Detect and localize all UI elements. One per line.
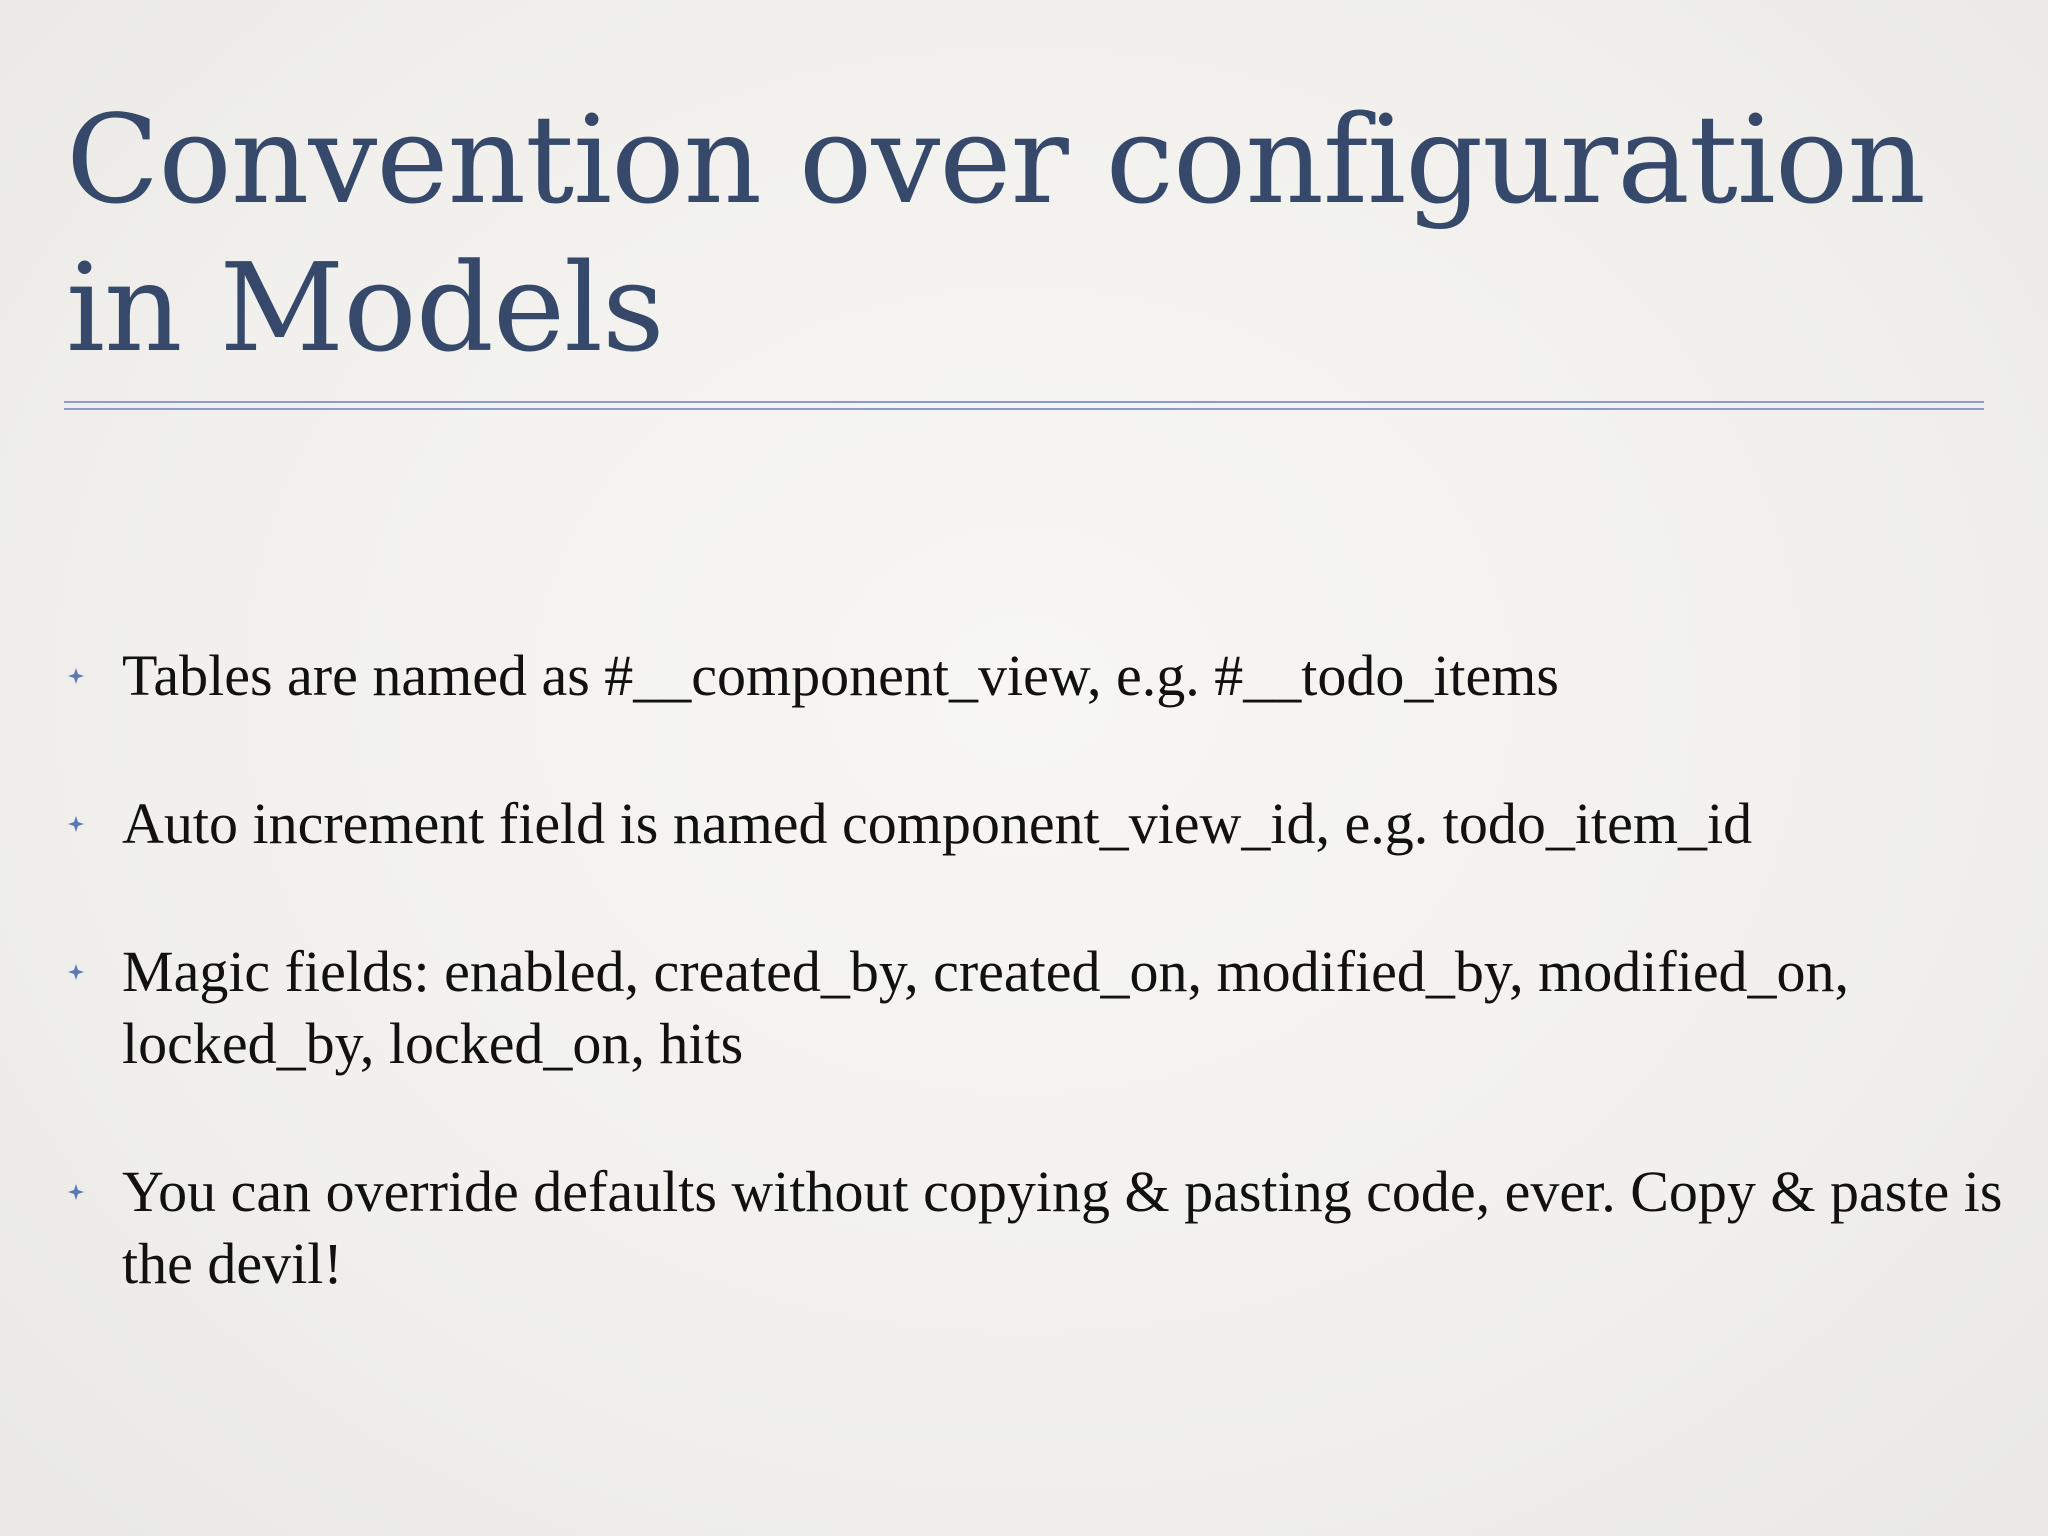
bullet-list [64,640,2024,1300]
bullet-item [64,1156,2024,1300]
bullet-text: Magic fields: enabled, created_by, created_on, modified_by, modified_on, locked_by, locked_on, hits [122,939,1850,1076]
bullet-item [64,640,2024,712]
bullet-text: You can override defaults without copying & pasting code, ever. Copy & paste is the devil! [122,1159,2003,1296]
four-point-star-icon [64,942,88,1002]
bullet-text: Auto increment field is named component_view_id, e.g. todo_item_id [122,791,1753,856]
slide-title: Convention over configuration in Models [66,89,1925,379]
bullet-item [64,936,2024,1080]
four-point-star-icon [64,794,88,854]
bullet-text: Tables are named as #__component_view, e.g. #__todo_items [122,643,1559,708]
four-point-star-icon [64,1162,88,1222]
four-point-star-icon [64,646,88,706]
bullet-item [64,788,2024,860]
title-divider [64,401,1984,410]
